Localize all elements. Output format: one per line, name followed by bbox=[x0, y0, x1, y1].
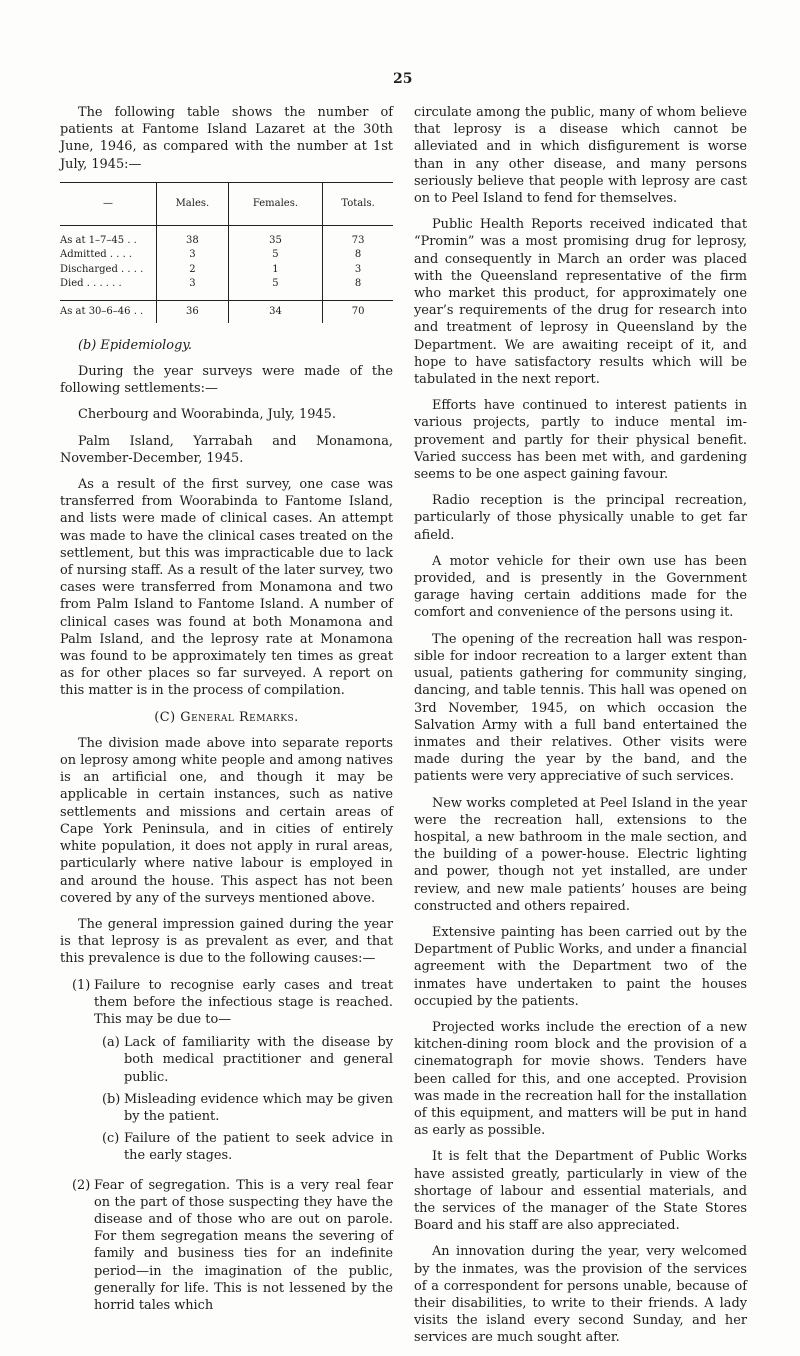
general-remarks-heading: (C) General Remarks. bbox=[154, 709, 299, 725]
cell-totals: 8 bbox=[323, 248, 393, 263]
list-text: Failure to recognise early cases and treat them before the infectious stage is reached. This may be due to— bbox=[94, 977, 393, 1027]
leader-dots: . . bbox=[133, 305, 144, 317]
sub-list-item bbox=[94, 1130, 393, 1164]
list-number: (a) bbox=[102, 1035, 120, 1051]
right-column bbox=[414, 104, 747, 1356]
list-number: (1) bbox=[72, 977, 91, 993]
paragraph: Public Health Reports received indicated that “Promin” was a most promising drug for leprosy, and consequently in March an order was placed with the Queensland representative of the firm who market this product, for approximately one year’s requirements of the drug for research into and treatment of leprosy in Queensland by the Department. We are awaiting receipt of it, and hope to have satisfactory results which will be tabulated in the next report. bbox=[414, 217, 747, 388]
table-intro: The following table shows the number of patients at Fantome Island Lazaret at the 30th June, 1946, as compared with the number at 1st July, 1945:— bbox=[60, 105, 393, 172]
cell-totals: 3 bbox=[323, 263, 393, 278]
list-number: (c) bbox=[102, 1131, 120, 1147]
row-label: Admitted bbox=[60, 249, 107, 261]
row-label: Died . . bbox=[60, 278, 97, 290]
table-row bbox=[60, 263, 393, 278]
cell-males: 3 bbox=[157, 277, 229, 292]
patients-table bbox=[60, 182, 393, 323]
list-item bbox=[60, 977, 393, 1170]
paragraph: Palm Island, Yarrabah and Monamona, November-December, 1945. bbox=[60, 433, 393, 466]
list-text: Lack of familiarity with the disease by both medical practitioner and general public. bbox=[124, 1035, 393, 1085]
list-text: Fear of segregation. This is a very real fear on the part of those suspecting they have the disease and of those who are out on parole. For them segregation means the severing of family and business ties for an indefinite period—in the imagination of the public, generally for life. This is not lessened by the horrid tales which bbox=[94, 1177, 393, 1313]
table-row bbox=[60, 277, 393, 292]
list-item bbox=[60, 1177, 393, 1315]
paragraph: Cherbourg and Woorabinda, July, 1945. bbox=[78, 407, 336, 423]
paragraph: Projected works include the erection of a new kitchen-dining room block and the provision of a cinematograph for movie shows. Tenders have been called for this, and one accepted. Provision was made in the recreation hall for the installation of this equipment, and matters will be put in hand as early as possible. bbox=[414, 1019, 747, 1139]
col-header-females: Females. bbox=[228, 182, 322, 225]
col-header-males: Males. bbox=[157, 182, 229, 225]
row-label: As at 1–7–45 bbox=[60, 234, 125, 246]
leader-dots: . . . . bbox=[109, 249, 133, 261]
paragraph: As a result of the first survey, one case was transferred from Woorabinda to Fantome Island, and lists were made of clinical cases. An attempt was made to have the clinical cases treated on the settlement, but this was impracticable due to lack of nursing staff. As a result of the later survey, two cases were transferred from Monamona and two from Palm Island to Fantome Island. A number of clinical cases was found at both Monamona and Palm Island, and the leprosy rate at Monamona was found to be approximately ten times as great as for other places so far surveyed. A report on this matter is in the process of compilation. bbox=[60, 477, 393, 699]
cell-males: 3 bbox=[157, 248, 229, 263]
page-number: 25 bbox=[393, 71, 413, 87]
cell-totals: 73 bbox=[323, 225, 393, 248]
table-row bbox=[60, 248, 393, 263]
paragraph: Radio reception is the principal recreation, particularly of those physically unable to get far afield. bbox=[414, 493, 747, 543]
table-row bbox=[60, 225, 393, 248]
paragraph: The opening of the recreation hall was responsible for indoor recreation to a larger extent than usual, patients gathering for community singing, dancing, and table tennis. This hall was opened on 3rd November, 1945, on which occasion the Salvation Army with a full band entertained the inmates and their relatives. Other visits were made during the year by the band, and the patients were very appreciative of such services. bbox=[414, 631, 747, 785]
cell-females: 5 bbox=[228, 248, 322, 263]
table-total-row bbox=[60, 300, 393, 323]
row-label: Discharged bbox=[60, 263, 118, 275]
leader-dots: . . bbox=[127, 234, 137, 246]
left-column bbox=[60, 104, 393, 1323]
paragraph: New works completed at Peel Island in the year were the recreation hall, extensions to the hospital, a new bathroom in the male section, and the building of a power-house. Electric lighting and power, though not yet installed, are under review, and new male patients’ houses are being constructed and others repaired. bbox=[414, 795, 747, 914]
paragraph: An innovation during the year, very welcomed by the inmates, was the provision of the services of a correspondent for persons unable, because of their disabilities, to write to their friends. A lady visits the island every second Sunday, and her services are much sought after. bbox=[414, 1244, 747, 1346]
causes-list bbox=[60, 977, 393, 1315]
cell-females: 34 bbox=[228, 300, 322, 323]
cell-females: 5 bbox=[228, 277, 322, 292]
cell-females: 1 bbox=[228, 263, 322, 278]
cell-males: 38 bbox=[157, 225, 229, 248]
list-text: Misleading evidence which may be given by the patient. bbox=[124, 1091, 393, 1124]
list-number: (2) bbox=[72, 1177, 91, 1193]
table-spacer bbox=[60, 292, 393, 301]
col-header-totals: Totals. bbox=[323, 182, 393, 225]
cell-females: 35 bbox=[228, 225, 322, 248]
sub-list bbox=[94, 1034, 393, 1164]
paragraph: A motor vehicle for their own use has been provided, and is presently in the Government garage having certain additions made for the comfort and convenience of the persons using it. bbox=[414, 553, 747, 621]
list-number: (b) bbox=[102, 1091, 121, 1107]
sub-list-item bbox=[94, 1091, 393, 1125]
leader-dots: . . . . bbox=[121, 263, 144, 275]
leader-dots: . . . . bbox=[99, 278, 122, 290]
sub-list-item bbox=[94, 1034, 393, 1086]
cell-males: 36 bbox=[157, 300, 229, 323]
paragraph: The general impression gained during the year is that leprosy is as prevalent as ever, and that this prevalence is due to the following causes:— bbox=[60, 916, 393, 967]
paragraph: It is felt that the Department of Public Works have assisted greatly, particularly in view of the shortage of labour and essential materials, and the services of the manager of the State Stores Board and his staff are also appreciated. bbox=[414, 1149, 747, 1234]
cell-totals: 70 bbox=[323, 300, 393, 323]
paragraph: The division made above into separate reports on leprosy among white people and among natives is an artificial one, and though it may be applicable in certain instances, such as native settlements and missions and certain areas of Cape York Peninsula, and in cities of entirely white population, it does not apply in rural areas, particularly where native labour is employed in and around the house. This aspect has not been covered by any of the surveys mentioned above. bbox=[60, 735, 393, 906]
cell-totals: 8 bbox=[323, 277, 393, 292]
paragraph: Efforts have continued to interest patients in various projects, partly to induce mental improvement and partly for their physical benefit. Varied success has been met with, and gardening seems to be one aspect gaining favour. bbox=[414, 398, 747, 483]
cell-males: 2 bbox=[157, 263, 229, 278]
paragraph: circulate among the public, many of whom believe that leprosy is a disease which cannot be alleviated and in which disfigurement is worse than in any other disease, and many persons seriously believe that people with leprosy are cast on to Peel Island to fend for themselves. bbox=[414, 105, 747, 207]
paragraph: During the year surveys were made of the following settlements:— bbox=[60, 364, 393, 397]
epidemiology-heading: (b) Epidemiology. bbox=[78, 337, 192, 353]
list-text: Failure of the patient to seek advice in the early stages. bbox=[124, 1131, 393, 1164]
table-header-row bbox=[60, 182, 393, 225]
col-header-blank: — bbox=[60, 182, 157, 225]
row-label: As at 30–6–46 bbox=[60, 305, 131, 317]
paragraph: Extensive painting has been carried out by the Department of Public Works, and under a financial agreement with the Department two of the inmates have undertaken to paint the houses occupied by the patients. bbox=[414, 924, 747, 1009]
